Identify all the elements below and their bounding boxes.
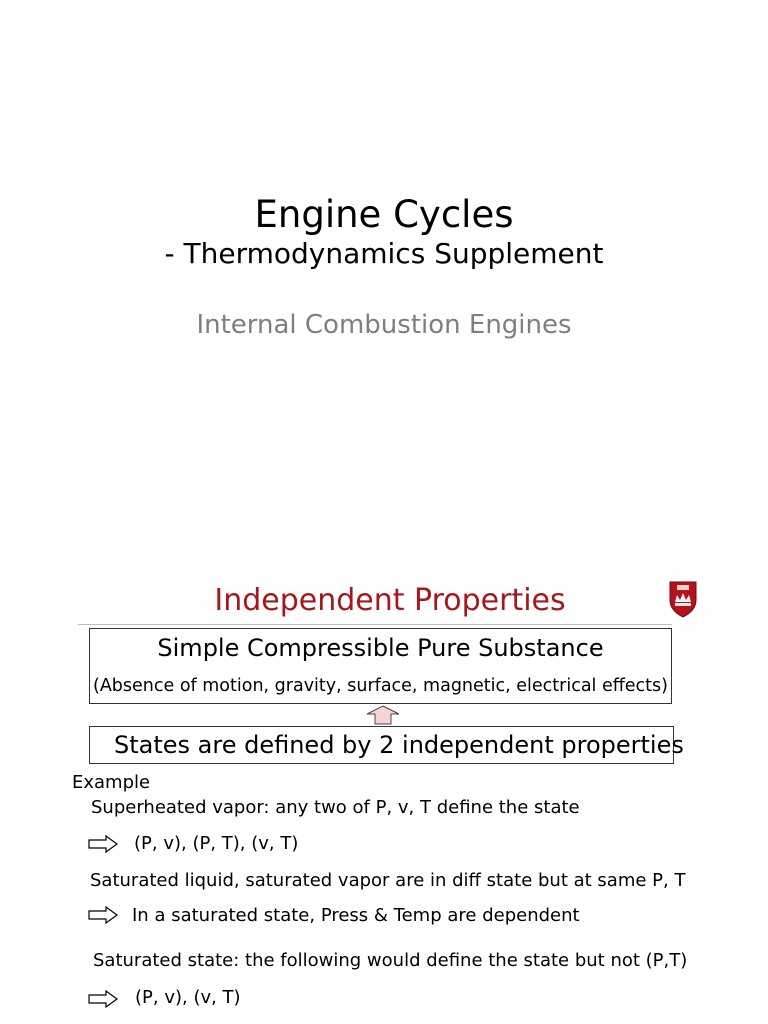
example-line: Saturated state: the following would define the state but not (P,T) — [93, 950, 688, 971]
example-line: In a saturated state, Press & Temp are dependent — [132, 905, 580, 926]
example-line: (P, v), (P, T), (v, T) — [134, 833, 299, 854]
example-line: Saturated liquid, saturated vapor are in diff state but at same P, T — [90, 870, 686, 891]
slide-tagline: Internal Combustion Engines — [196, 310, 572, 340]
slide-title: Engine Cycles — [254, 193, 514, 236]
example-label: Example — [72, 772, 151, 793]
example-line: (P, v), (v, T) — [135, 987, 241, 1008]
substance-box-subtitle: (Absence of motion, gravity, surface, magnetic, electrical effects) — [93, 676, 668, 696]
heading-divider — [78, 624, 672, 625]
right-arrow-icon — [88, 990, 118, 1008]
right-arrow-icon — [88, 835, 118, 853]
right-arrow-icon — [88, 906, 118, 924]
states-box — [89, 726, 684, 764]
slide-subtitle: - Thermodynamics Supplement — [164, 237, 604, 270]
states-box-text: States are defined by 2 independent properties — [114, 731, 684, 759]
substance-box-title: Simple Compressible Pure Substance — [157, 634, 604, 662]
section-heading: Independent Properties — [214, 583, 566, 618]
example-line: Superheated vapor: any two of P, v, T define the state — [91, 797, 580, 818]
up-arrow-icon — [365, 705, 401, 725]
substance-box — [89, 628, 672, 704]
crest-icon — [667, 580, 699, 618]
